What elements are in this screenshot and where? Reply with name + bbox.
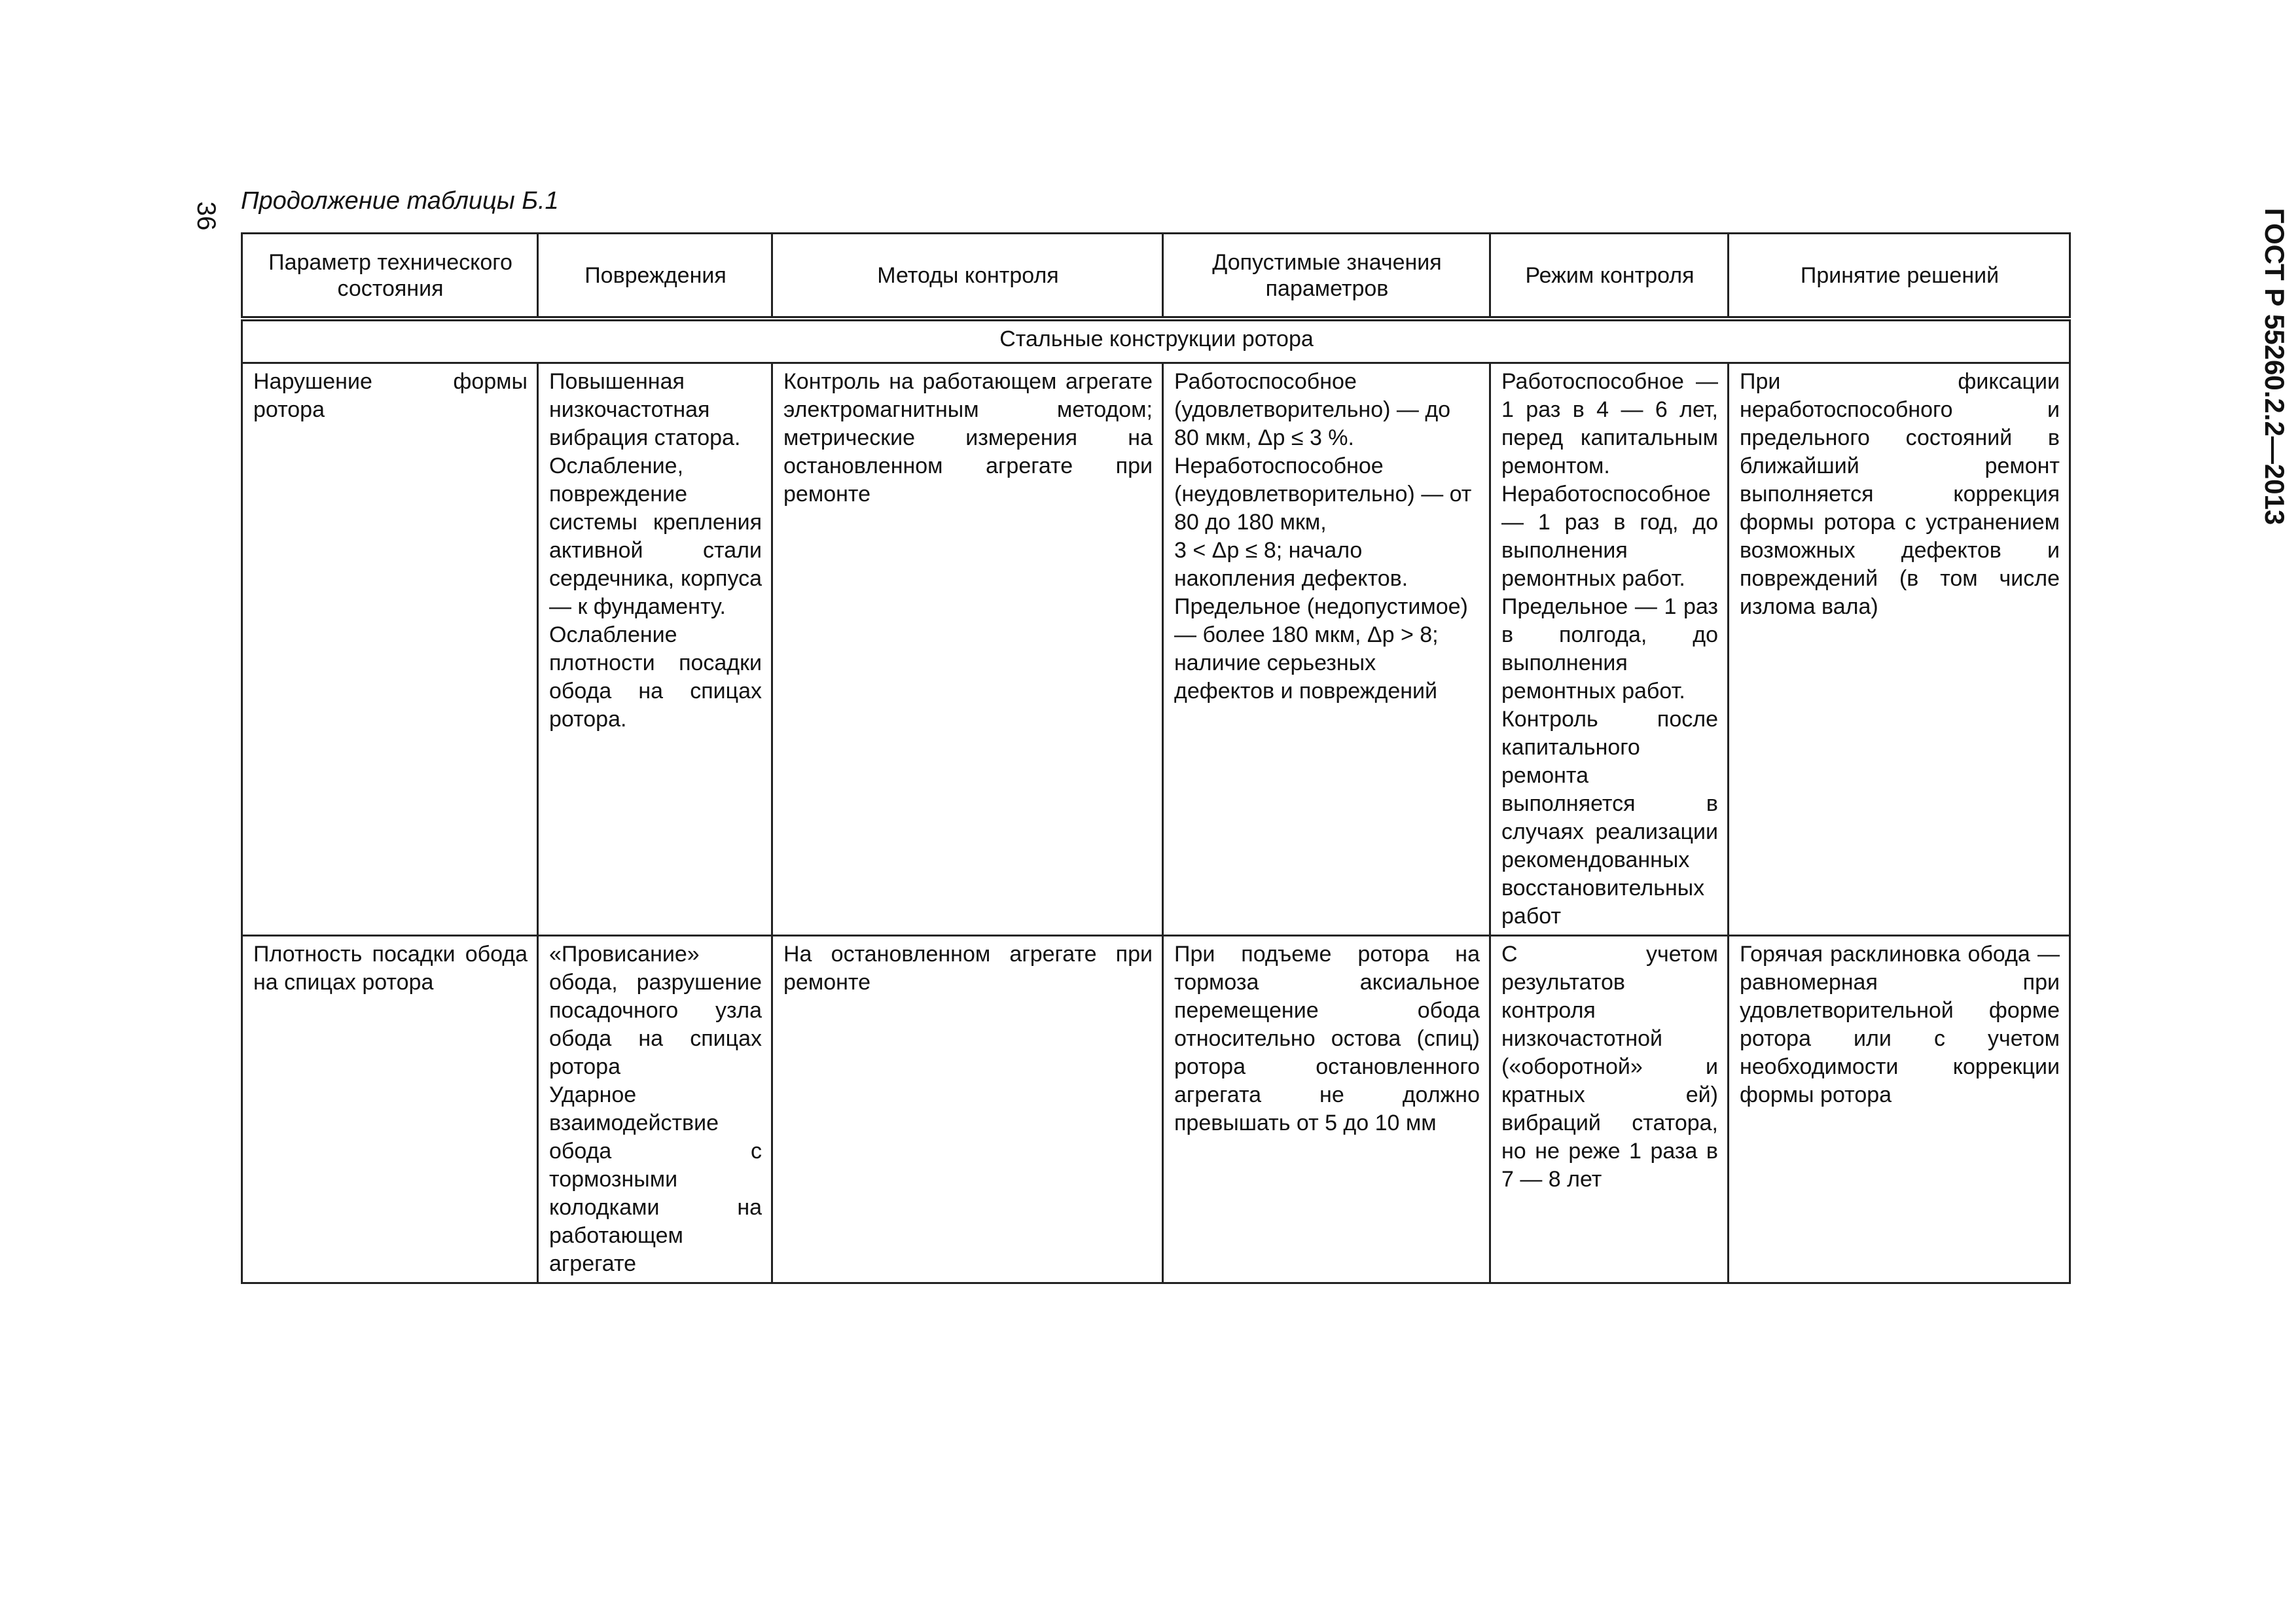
header-methods: Методы контроля [772, 234, 1163, 319]
cell-methods: На остановленном агрегате при ремонте [772, 936, 1163, 1283]
table-caption: Продолжение таблицы Б.1 [241, 187, 559, 215]
cell-decision: Горячая расклиновка обода — равномерная при удовлетворительной форме ротора или с учетом необходимости коррекции формы ротора [1729, 936, 2070, 1283]
table-row [242, 936, 2070, 1283]
header-decision: Принятие решений [1729, 234, 2070, 319]
table-row [242, 363, 2070, 936]
cell-methods: Контроль на работающем агрегате электромагнитным методом; метрические измерения на остановленном агрегате при ремонте [772, 363, 1163, 936]
cell-damage: Повышенная низкочастотная вибрация статора. Ослабление, повреждение системы крепления активной стали сердечника, корпуса — к фундаменту. Ослабление плотности посадки обода на спицах ротора. [538, 363, 772, 936]
cell-decision: При фиксации неработоспособного и предельного состояний в ближайший ремонт выполняется коррекция формы ротора с устранением возможных дефектов и повреждений (в том числе излома вала) [1729, 363, 2070, 936]
data-table [241, 232, 2071, 1284]
document-code: ГОСТ Р 55260.2.2—2013 [2259, 207, 2290, 526]
cell-damage: «Провисание» обода, разрушение посадочного узла обода на спицах ротора Ударное взаимодействие обода с тормозными колодками на работающем агрегате [538, 936, 772, 1283]
cell-values: При подъеме ротора на тормоза аксиальное перемещение обода относительно остова (спиц) ротора остановленного агрегата не должно превышать от 5 до 10 мм [1163, 936, 1490, 1283]
header-row [242, 234, 2070, 319]
header-parameter: Параметр технического состояния [242, 234, 538, 319]
cell-parameter: Плотность посадки обода на спицах ротора [242, 936, 538, 1283]
header-values: Допустимые значения параметров [1163, 234, 1490, 319]
cell-values: Работоспособное (удовлетворительно) — до 80 мкм, Δр ≤ 3 %. Неработоспособное (неудовлетворительно) — от 80 до 180 мкм, 3 < Δр ≤ 8; начало накопления дефектов. Предельное (недопустимое) — более 180 мкм, Δр > 8; наличие серьезных дефектов и повреждений [1163, 363, 1490, 936]
cell-mode: Работоспособное — 1 раз в 4 — 6 лет, перед капитальным ремонтом. Неработоспособное — 1 раз в год, до выполнения ремонтных работ. Предельное — 1 раз в полгода, до выполнения ремонтных работ. Контроль после капитального ремонта выполняется в случаях реализации рекомендованных восстановительных работ [1490, 363, 1729, 936]
section-row [242, 319, 2070, 363]
header-damage: Повреждения [538, 234, 772, 319]
cell-mode: С учетом результатов контроля низкочастотной («оборотной» и кратных ей) вибраций статора, но не реже 1 раза в 7 — 8 лет [1490, 936, 1729, 1283]
cell-parameter: Нарушение формы ротора [242, 363, 538, 936]
header-mode: Режим контроля [1490, 234, 1729, 319]
page-number: 36 [192, 201, 221, 231]
section-title: Стальные конструкции ротора [242, 319, 2070, 363]
